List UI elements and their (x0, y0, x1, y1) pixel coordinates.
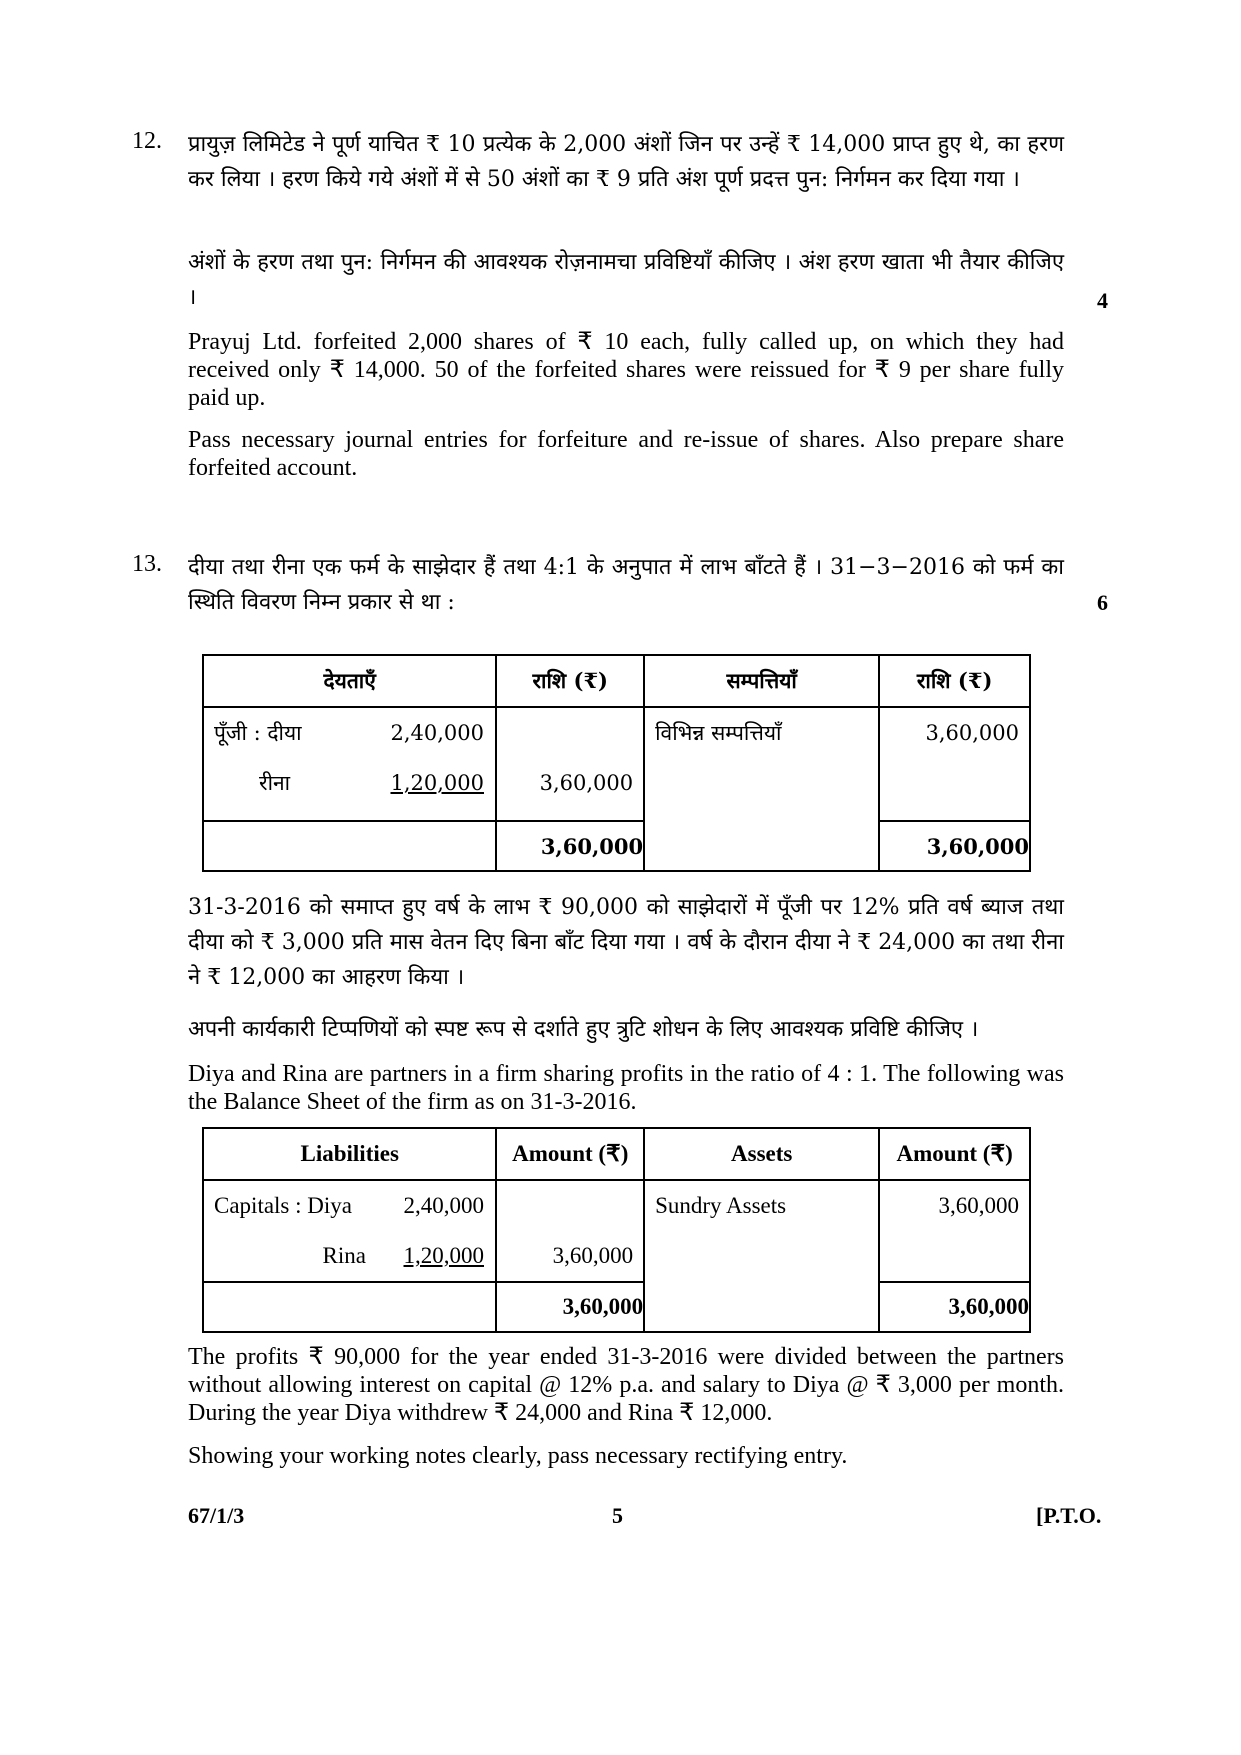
q12-marks: 4 (1097, 288, 1108, 313)
table-total-row (203, 821, 1030, 871)
assets-amount-cell (879, 1180, 1030, 1282)
capital-amount-diya: 2,40,000 (403, 1193, 484, 1218)
total-assets: 3,60,000 (879, 821, 1030, 871)
capital-label-rina: रीना (259, 771, 291, 795)
assets-cell (644, 1180, 879, 1332)
balance-sheet-english (202, 1127, 1031, 1333)
liabilities-amount-cell (496, 707, 644, 821)
header-liabilities: देयताएँ (203, 655, 496, 707)
header-amount: राशि (₹) (496, 655, 644, 707)
table-total-row (203, 1282, 1030, 1332)
q13-hindi-paragraph-1: दीया तथा रीना एक फर्म के साझेदार हैं तथा 4:1 के अनुपात में लाभ बाँटते हैं । 31−3−2016 को फर्म का स्थिति विवरण निम्न प्रकार से था : (188, 555, 1064, 615)
capital-label-diya: Capitals : Diya (214, 1193, 352, 1218)
table-header-row (203, 1128, 1030, 1180)
question-number-13: 13. (132, 551, 162, 577)
table-header-row (203, 655, 1030, 707)
liabilities-amount-cell (496, 1180, 644, 1282)
q13-english-paragraph-2: The profits ₹ 90,000 for the year ended 31-3-2016 were divided between the partners without allowing interest on capital @ 12% p.a. and salary to Diya @ ₹ 3,000 per month. During the year Diya withdrew ₹ 24,000 and Rina ₹ 12,000. (188, 1344, 1064, 1426)
please-turn-over: [P.T.O. (1036, 1503, 1102, 1528)
question-number-12: 12. (132, 128, 162, 154)
header-amount: राशि (₹) (879, 655, 1030, 707)
header-amount: Amount (₹) (879, 1128, 1030, 1180)
capital-label-rina: Rina (322, 1243, 366, 1268)
capital-amount-rina: 1,20,000 (403, 1243, 484, 1268)
header-amount: Amount (₹) (496, 1128, 644, 1180)
q13-english-paragraph-1: Diya and Rina are partners in a firm sharing profits in the ratio of 4 : 1. The following was the Balance Sheet of the firm as on 31-3-2016. (188, 1061, 1064, 1115)
q13-marks: 6 (1097, 590, 1108, 615)
header-assets: Assets (644, 1128, 879, 1180)
asset-amount: 3,60,000 (938, 1193, 1019, 1218)
capital-total: 3,60,000 (539, 771, 634, 795)
header-liabilities: Liabilities (203, 1128, 496, 1180)
total-liabilities: 3,60,000 (496, 821, 644, 871)
asset-amount: 3,60,000 (925, 721, 1019, 745)
capital-amount-rina: 1,20,000 (390, 771, 484, 795)
assets-cell (644, 707, 879, 871)
table-row (203, 1180, 1030, 1282)
q13-hindi-paragraph-3: अपनी कार्यकारी टिप्पणियों को स्पष्ट रूप से दर्शाते हुए त्रुटि शोधन के लिए आवश्यक प्रविष्टि कीजिए । (188, 1017, 979, 1042)
assets-amount-cell (879, 707, 1030, 821)
page-number: 5 (612, 1503, 623, 1528)
paper-code: 67/1/3 (188, 1503, 245, 1528)
q12-hindi-paragraph-1: प्रायुज़ लिमिटेड ने पूर्ण याचित ₹ 10 प्रत्येक के 2,000 अंशों जिन पर उन्हें ₹ 14,000 प्राप्त हुए थे, का हरण कर लिया । हरण किये गये अंशों में से 50 अंशों का ₹ 9 प्रति अंश पूर्ण प्रदत्त पुन: निर्गमन कर दिया गया । (188, 132, 1064, 192)
q13-hindi-paragraph-2: 31-3-2016 को समाप्त हुए वर्ष के लाभ ₹ 90,000 को साझेदारों में पूँजी पर 12% प्रति वर्ष ब्याज तथा दीया को ₹ 3,000 प्रति मास वेतन दिए बिना बाँट दिया गया । वर्ष के दौरान दीया ने ₹ 24,000 का तथा रीना ने ₹ 12,000 का आहरण किया । (188, 895, 1064, 990)
liabilities-cell (203, 707, 496, 821)
capital-label-diya: पूँजी : दीया (214, 721, 302, 745)
capital-total: 3,60,000 (552, 1243, 634, 1268)
header-assets: सम्पत्तियाँ (644, 655, 879, 707)
total-liabilities: 3,60,000 (496, 1282, 644, 1332)
q13-english-paragraph-3: Showing your working notes clearly, pass necessary rectifying entry. (188, 1443, 848, 1469)
capital-amount-diya: 2,40,000 (390, 721, 484, 745)
q12-english-paragraph-1: Prayuj Ltd. forfeited 2,000 shares of ₹ 10 each, fully called up, on which they had received only ₹ 14,000. 50 of the forfeited shares were reissued for ₹ 9 per share fully paid up. (188, 329, 1064, 411)
q12-hindi-paragraph-2: अंशों के हरण तथा पुन: निर्गमन की आवश्यक रोज़नामचा प्रविष्टियाँ कीजिए । अंश हरण खाता भी तैयार कीजिए । (188, 250, 1064, 310)
balance-sheet-hindi (202, 654, 1031, 872)
table-row (203, 707, 1030, 821)
asset-label: विभिन्न सम्पत्तियाँ (655, 721, 782, 745)
q12-english-paragraph-2: Pass necessary journal entries for forfeiture and re-issue of shares. Also prepare share forfeited account. (188, 427, 1064, 481)
liabilities-cell (203, 1180, 496, 1282)
total-assets: 3,60,000 (879, 1282, 1030, 1332)
asset-label: Sundry Assets (655, 1193, 787, 1218)
